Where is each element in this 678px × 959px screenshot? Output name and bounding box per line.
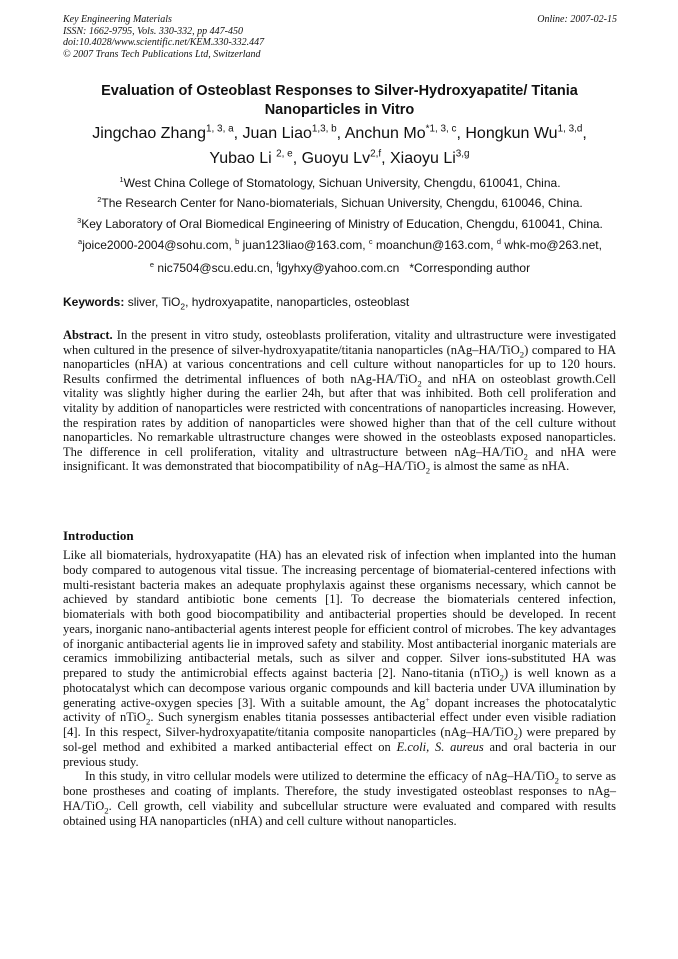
affiliation-2 [50,196,630,210]
affiliation-1 [50,176,630,190]
subscript: 2 [523,451,528,462]
author-affiliation-mark: *1, 3, c [425,123,457,135]
paper-title [63,82,616,120]
body-text: In this study, in vitro cellular models were utilized to determine the efficacy of nAg–HA/TiO [85,769,555,784]
keywords-label: Keywords: [63,295,125,309]
author-name: Jingchao Zhang [92,125,207,142]
affiliation-text: Key Laboratory of Oral Biomedical Engineering of Ministry of Education, Chengdu, 610041, China. [81,217,603,231]
email-mark: e [149,260,155,269]
author-line-1: Jingchao Zhang$^{1, 3, a}$, Juan Liao$^{1,3, b}$, Anchun Mo$^{*1, 3, c}$, Hongkun Wu$^{1, 3,d}$, [92,123,587,142]
keywords [63,295,616,312]
email-address: juan123liao@163.com, [242,238,366,252]
species-names: E.coli, S. aureus [396,739,484,754]
body-text: . Such synergism enables titania possesses antibacterial effect under even visible radiation [4]. In this respect, Silver-hydroxyapatite/titania composite nanoparticles (nAg–HA/TiO [63,710,616,739]
email-mark: c [368,237,373,246]
paragraph [63,548,616,769]
author-affiliation-mark: 1,3, b [311,123,337,135]
abstract [63,328,616,474]
author-affiliation-mark: 2, e [276,148,293,160]
journal-header [63,14,617,60]
author-name: Anchun Mo [344,125,426,142]
author-name: Juan Liao [242,125,312,142]
author-affiliation-mark: 1, 3,d [557,123,583,135]
corresponding-author-note: *Corresponding author [409,261,531,275]
section-heading-introduction: Introduction [63,528,134,543]
body-text: dopant increases the photocatalytic activity of nTiO [63,695,617,725]
author-affiliation-mark: 2,f [370,148,382,160]
body-text: to serve as bone prostheses and coating of implants. Therefore, the study investigated osteoblast responses to nAg–HA/TiO [63,769,616,813]
title-line-2: Nanoparticles in Vitro [264,102,415,118]
abstract-text: and nHA were insignificant. It was demonstrated that biocompatibility of nAg–HA/TiO [63,444,616,474]
abstract-label: Abstract. [63,328,113,342]
abstract-text: ) compared to HA nanoparticles (nHA) at various concentrations and cell culture without nanoparticles for up to 120 hours. Results confirmed the detrimental influences of both nAg-HA/TiO [63,342,616,386]
abstract-text: In the present in vitro study, osteoblasts proliferation, vitality and ultrastructure were investigated when cultured in the presence of silver-hydroxyapatite/titania nanoparticles (nAg–HA/TiO [63,328,616,357]
body-text: . Cell growth, cell viability and subcellular structure were evaluated and compared with results obtained using HA nanoparticles (nHA) and cell culture without nanoparticles. [63,798,616,828]
author-name: Guoyu Lv [301,149,371,167]
email-address: joice2000-2004@sohu.com, [82,238,232,252]
title-line-1: Evaluation of Osteoblast Responses to Silver-Hydroxyapatite/ Titania [101,83,578,99]
author-affiliation-mark: 3,g [455,148,470,160]
email-line-2 [50,261,630,275]
affiliation-3 [50,217,630,231]
body-text: and oral bacteria in our previous study. [63,739,616,769]
author-name: Yubao Li [209,149,272,167]
email-address: moanchun@163.com, [375,238,494,252]
abstract-text: is almost the same as nHA. [430,459,570,474]
body-text: ) is well known as a photocatalyst which can decompose various organic compounds and kill bacteria under UVA illumination by generating active-oxygen species [3]. With a suitable amount, the Ag [63,666,616,710]
subscript: 2 [145,716,151,727]
doi-line: doi:10.4028/www.scientific.net/KEM.330-332.447 [63,37,265,48]
affiliation-mark: 3 [77,216,82,225]
subscript: 2 [513,731,518,742]
email-line-1 [50,238,630,252]
journal-name: Key Engineering Materials [63,14,172,25]
online-date: Online: 2007-02-15 [537,14,617,25]
keyword-text: sliver, TiO [127,295,181,309]
subscript: 2 [554,775,560,786]
affiliation-text: The Research Center for Nano-biomaterials, Sichuan University, Chengdu, 610046, China. [101,196,583,210]
body-text: ) were prepared by sol-gel method and exhibited a marked antibacterial effect on [63,725,616,754]
subscript: 2 [425,465,431,476]
author-name: Hongkun Wu [465,125,558,142]
copyright-line: © 2007 Trans Tech Publications Ltd, Switzerland [63,48,261,60]
paragraph [63,769,616,828]
email-mark: b [235,237,240,246]
subscript: 2 [499,672,505,683]
superscript: + [425,694,430,704]
issn-line: ISSN: 1662-9795, Vols. 330-332, pp 447-450 [63,25,243,37]
email-address: lgyhxy@yahoo.com.cn [278,261,400,275]
author-line-2: Yubao Li $^{2, e}$, Guoyu Lv$^{2,f}$, Xiaoyu Li$^{3,g}$ [209,148,470,167]
affiliation-mark: 2 [97,195,102,204]
subscript: 2 [417,378,422,389]
body-text: Like all biomaterials, hydroxyapatite (HA) has an elevated risk of infection when implanted into the human body compared to autogenous vital tissue. The increasing percentage of biomaterial-centered infections with multi-resistant bacteria makes an adequate prophylaxis against these organisms necessary, which cannot be achieved by standard antibiotic bone cements [1]. To decrease the biomaterials centered infection, biomaterials with both good biocompatibility and antibacterial properties should be developed. In recent years, inorganic nano-antibacterial agents interest people for efficient control of microbes. The key advantages of inorganic antibacterial agents lie in improved safety and stability. Most antibacterial inorganic materials are ceramics immobilizing antibacterial metals, such as silver and copper. Silver ions-substituted HA was prepared to study the antimicrobial effects against bacteria [2]. Nano-titania (nTiO [63,548,616,680]
email-address: whk-mo@263.net, [504,238,602,252]
introduction-body [63,548,616,828]
email-mark: f [276,260,279,269]
subscript: 2 [180,301,186,312]
keyword-text: , hydroxyapatite, nanoparticles, osteoblast [185,295,410,309]
author-affiliation-mark: 1, 3, a [206,123,234,135]
author-list [63,122,616,171]
email-mark: a [78,237,83,246]
email-mark: d [496,237,502,246]
author-name: Xiaoyu Li [389,149,456,167]
email-address: nic7504@scu.edu.cn, [157,261,273,275]
affiliation-mark: 1 [119,175,124,184]
affiliation-text: West China College of Stomatology, Sichuan University, Chengdu, 610041, China. [123,176,561,190]
subscript: 2 [104,805,109,816]
subscript: 2 [519,349,525,360]
abstract-text: and nHA on osteoblast growth.Cell vitality was slightly higher during the earlier 24h, but after that was inhibited. Both cell proliferation and vitality by addition of nanoparticles were restricted with concentrations of nanoparticles increasing. However, the respiration rates by addition of nanoparticles were showed higher than that of the cell culture without nanoparticles. No remarkable ultrastructure changes were showed in the osteoblasts exposed nanoparticles. The difference in cell proliferation, vitality and ultrastructure between nAg–HA/TiO [63,371,616,459]
